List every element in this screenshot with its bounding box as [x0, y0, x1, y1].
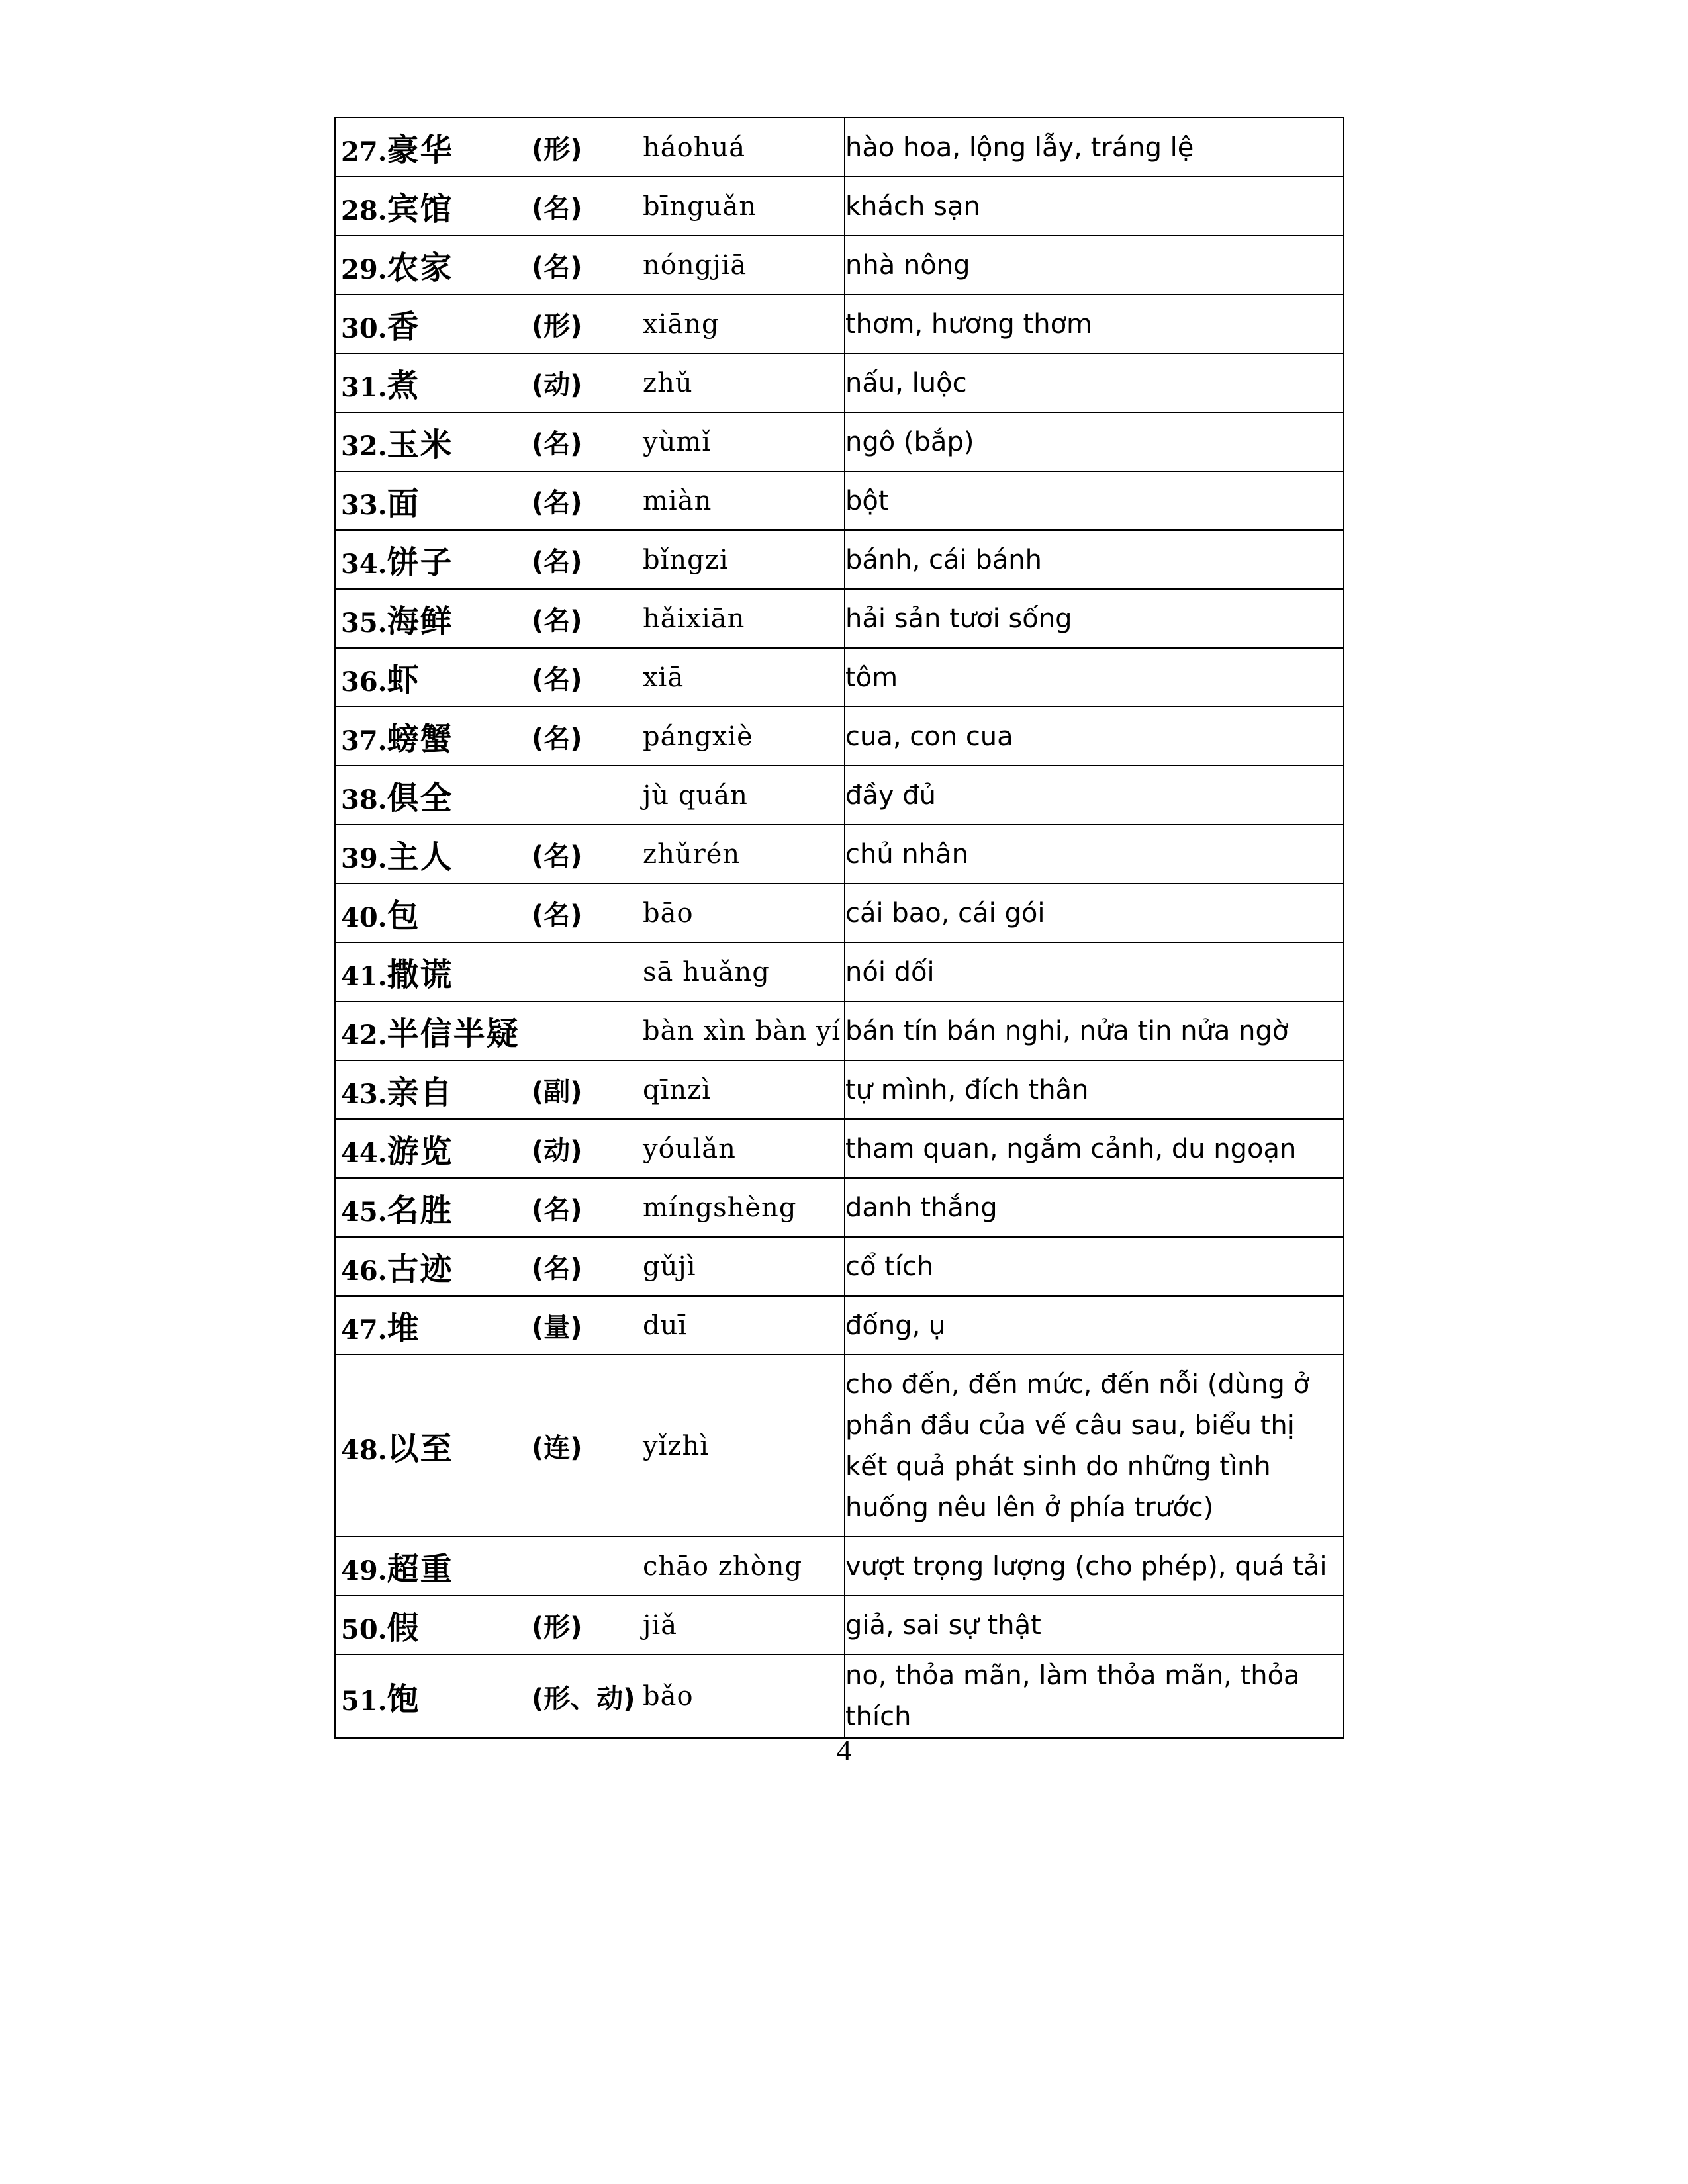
entry-number: 43.	[341, 1079, 387, 1110]
part-of-speech: (名)	[532, 252, 583, 283]
term-cell-content	[336, 1008, 844, 1054]
entry-number: 29.	[341, 254, 387, 285]
pinyin: yǐzhì	[643, 1430, 710, 1461]
term-cell	[335, 295, 845, 353]
entry-number: 50.	[341, 1614, 387, 1645]
term-cell-content	[336, 1423, 844, 1469]
entry-number: 48.	[341, 1435, 387, 1466]
headword	[336, 124, 532, 170]
vocab-row	[335, 942, 1344, 1001]
term-cell	[335, 1296, 845, 1355]
term-cell	[335, 412, 845, 471]
chinese-word: 饱	[387, 1680, 420, 1718]
part-of-speech: (名)	[532, 664, 583, 695]
headword	[336, 1302, 532, 1348]
entry-number: 34.	[341, 549, 387, 580]
headword	[336, 772, 532, 818]
vocab-row	[335, 412, 1344, 471]
definition: no, thỏa mãn, làm thỏa mãn, thỏa thích	[845, 1655, 1344, 1738]
headword	[336, 537, 532, 582]
pinyin: hǎixiān	[643, 603, 745, 634]
definition: bột	[845, 471, 1344, 530]
part-of-speech: (量)	[532, 1312, 583, 1343]
pinyin: chāo zhòng	[643, 1551, 803, 1582]
term-cell-content	[336, 1602, 844, 1648]
term-cell	[335, 1060, 845, 1119]
pinyin: xiā	[643, 662, 684, 693]
entry-number: 46.	[341, 1255, 387, 1287]
headword	[336, 1674, 532, 1719]
headword	[336, 183, 532, 229]
part-of-speech: (名)	[532, 488, 583, 518]
chinese-word: 玉米	[387, 426, 453, 463]
entry-number: 42.	[341, 1020, 387, 1051]
part-of-speech: (连)	[532, 1433, 583, 1463]
vocab-row	[335, 1178, 1344, 1237]
term-cell-content	[336, 360, 844, 406]
vocabulary-table	[334, 117, 1344, 1739]
entry-number: 38.	[341, 784, 387, 815]
part-of-speech: (名)	[532, 723, 583, 754]
pinyin: nóngjiā	[643, 250, 747, 281]
definition: đống, ụ	[845, 1296, 1344, 1355]
part-of-speech: (名)	[532, 1253, 583, 1284]
vocab-row	[335, 1237, 1344, 1296]
part-of-speech: (形)	[532, 1612, 583, 1643]
headword	[336, 1185, 532, 1230]
vocab-row	[335, 530, 1344, 589]
vocab-row	[335, 1537, 1344, 1596]
term-cell	[335, 236, 845, 295]
headword	[336, 1244, 532, 1289]
headword	[336, 713, 532, 759]
pinyin: bāo	[643, 897, 694, 929]
term-cell	[335, 942, 845, 1001]
term-cell-content	[336, 301, 844, 347]
entry-number: 40.	[341, 902, 387, 933]
headword	[336, 478, 532, 523]
term-cell	[335, 825, 845, 884]
headword	[336, 596, 532, 641]
chinese-word: 包	[387, 897, 420, 934]
term-cell	[335, 707, 845, 766]
pinyin: míngshèng	[643, 1192, 797, 1223]
chinese-word: 游览	[387, 1133, 453, 1170]
term-cell-content	[336, 713, 844, 759]
entry-number: 41.	[341, 961, 387, 992]
headword	[336, 1543, 532, 1589]
pinyin: duī	[643, 1310, 688, 1341]
chinese-word: 饼子	[387, 544, 453, 581]
definition: danh thắng	[845, 1178, 1344, 1237]
term-cell	[335, 648, 845, 707]
term-cell	[335, 530, 845, 589]
term-cell-content	[336, 124, 844, 170]
chinese-word: 超重	[387, 1551, 453, 1588]
pinyin: jù quán	[643, 780, 748, 811]
entry-number: 35.	[341, 608, 387, 639]
term-cell-content	[336, 655, 844, 700]
vocab-row	[335, 707, 1344, 766]
definition: bánh, cái bánh	[845, 530, 1344, 589]
entry-number: 30.	[341, 313, 387, 344]
definition: bán tín bán nghi, nửa tin nửa ngờ	[845, 1001, 1344, 1060]
chinese-word: 农家	[387, 250, 453, 287]
term-cell-content	[336, 772, 844, 818]
vocab-row	[335, 825, 1344, 884]
headword	[336, 949, 532, 995]
definition: nấu, luộc	[845, 353, 1344, 412]
entry-number: 27.	[341, 136, 387, 167]
term-cell	[335, 1596, 845, 1655]
term-cell-content	[336, 596, 844, 641]
entry-number: 39.	[341, 843, 387, 874]
term-cell-content	[336, 831, 844, 877]
part-of-speech: (副)	[532, 1077, 583, 1107]
pinyin: pángxiè	[643, 721, 753, 752]
chinese-word: 面	[387, 485, 420, 522]
entry-number: 37.	[341, 725, 387, 756]
vocab-row	[335, 471, 1344, 530]
definition: vượt trọng lượng (cho phép), quá tải	[845, 1537, 1344, 1596]
term-cell	[335, 884, 845, 942]
definition: tự mình, đích thân	[845, 1060, 1344, 1119]
definition: nhà nông	[845, 236, 1344, 295]
term-cell-content	[336, 1543, 844, 1589]
entry-number: 32.	[341, 431, 387, 462]
headword	[336, 1126, 532, 1171]
term-cell	[335, 766, 845, 825]
vocab-row	[335, 236, 1344, 295]
pinyin: bǎo	[643, 1681, 694, 1711]
entry-number: 49.	[341, 1555, 387, 1586]
term-cell-content	[336, 890, 844, 936]
part-of-speech: (形)	[532, 134, 583, 165]
definition: hào hoa, lộng lẫy, tráng lệ	[845, 118, 1344, 177]
chinese-word: 以至	[387, 1430, 453, 1467]
term-cell-content	[336, 537, 844, 582]
headword	[336, 1423, 532, 1469]
page-number: 4	[836, 1733, 852, 1767]
vocab-row	[335, 884, 1344, 942]
term-cell-content	[336, 949, 844, 995]
definition: thơm, hương thơm	[845, 295, 1344, 353]
entry-number: 51.	[341, 1685, 387, 1717]
chinese-word: 亲自	[387, 1074, 453, 1111]
part-of-speech: (名)	[532, 841, 583, 872]
pinyin: bīnguǎn	[643, 191, 757, 222]
headword	[336, 655, 532, 700]
term-cell-content	[336, 1674, 844, 1719]
pinyin: háohuá	[643, 132, 746, 163]
chinese-word: 豪华	[387, 132, 453, 169]
definition: cua, con cua	[845, 707, 1344, 766]
vocab-row	[335, 1355, 1344, 1537]
definition: giả, sai sự thật	[845, 1596, 1344, 1655]
term-cell-content	[336, 1126, 844, 1171]
definition: chủ nhân	[845, 825, 1344, 884]
headword	[336, 419, 532, 465]
vocab-row	[335, 648, 1344, 707]
chinese-word: 名胜	[387, 1192, 453, 1229]
term-cell-content	[336, 1244, 844, 1289]
definition: cho đến, đến mức, đến nỗi (dùng ở phần đầu của vế câu sau, biểu thị kết quả phát sinh do những tình huống nêu lên ở phía trước)	[845, 1355, 1344, 1537]
definition: cái bao, cái gói	[845, 884, 1344, 942]
headword	[336, 360, 532, 406]
vocab-row	[335, 295, 1344, 353]
pinyin: gǔjì	[643, 1251, 696, 1282]
chinese-word: 海鲜	[387, 603, 453, 640]
headword	[336, 831, 532, 877]
chinese-word: 香	[387, 308, 420, 345]
definition: khách sạn	[845, 177, 1344, 236]
chinese-word: 宾馆	[387, 191, 453, 228]
term-cell-content	[336, 183, 844, 229]
headword	[336, 890, 532, 936]
chinese-word: 半信半疑	[387, 1015, 520, 1052]
vocab-row	[335, 589, 1344, 648]
term-cell	[335, 1355, 845, 1537]
vocab-row	[335, 1296, 1344, 1355]
pinyin: jiǎ	[643, 1610, 678, 1641]
term-cell-content	[336, 242, 844, 288]
part-of-speech: (名)	[532, 429, 583, 459]
chinese-word: 俱全	[387, 780, 453, 817]
term-cell	[335, 589, 845, 648]
vocab-row	[335, 1596, 1344, 1655]
definition: tham quan, ngắm cảnh, du ngoạn	[845, 1119, 1344, 1178]
term-cell-content	[336, 419, 844, 465]
entry-number: 31.	[341, 372, 387, 403]
definition: đầy đủ	[845, 766, 1344, 825]
part-of-speech: (名)	[532, 900, 583, 931]
part-of-speech: (形)	[532, 311, 583, 341]
pinyin: qīnzì	[643, 1074, 712, 1105]
chinese-word: 假	[387, 1610, 420, 1647]
part-of-speech: (动)	[532, 370, 583, 400]
part-of-speech: (名)	[532, 547, 583, 577]
term-cell	[335, 177, 845, 236]
chinese-word: 螃蟹	[387, 721, 453, 758]
chinese-word: 煮	[387, 367, 420, 404]
pinyin: yùmǐ	[643, 426, 712, 457]
vocab-row	[335, 1060, 1344, 1119]
term-cell	[335, 1655, 845, 1738]
pinyin: xiāng	[643, 308, 720, 340]
part-of-speech: (动)	[532, 1136, 583, 1166]
entry-number: 47.	[341, 1314, 387, 1345]
chinese-word: 撒谎	[387, 956, 453, 993]
entry-number: 36.	[341, 666, 387, 698]
part-of-speech: (形、动)	[532, 1683, 635, 1714]
chinese-word: 堆	[387, 1310, 420, 1347]
term-cell	[335, 1237, 845, 1296]
term-cell	[335, 1537, 845, 1596]
vocabulary-table-body	[335, 118, 1344, 1738]
term-cell-content	[336, 478, 844, 523]
entry-number: 44.	[341, 1138, 387, 1169]
entry-number: 33.	[341, 490, 387, 521]
pinyin: sā huǎng	[643, 956, 770, 987]
term-cell-content	[336, 1302, 844, 1348]
term-cell	[335, 118, 845, 177]
vocab-row	[335, 1119, 1344, 1178]
pinyin: bǐngzi	[643, 544, 729, 575]
chinese-word: 虾	[387, 662, 420, 699]
definition: ngô (bắp)	[845, 412, 1344, 471]
term-cell-content	[336, 1185, 844, 1230]
definition: nói dối	[845, 942, 1344, 1001]
pinyin: yóulǎn	[643, 1133, 736, 1164]
headword	[336, 1602, 532, 1648]
definition: hải sản tươi sống	[845, 589, 1344, 648]
pinyin: bàn xìn bàn yí	[643, 1015, 841, 1046]
pinyin: miàn	[643, 485, 712, 516]
headword	[336, 1008, 532, 1054]
chinese-word: 古迹	[387, 1251, 453, 1288]
definition: tôm	[845, 648, 1344, 707]
pinyin: zhǔrén	[643, 839, 741, 870]
vocab-row	[335, 118, 1344, 177]
term-cell	[335, 1119, 845, 1178]
term-cell-content	[336, 1067, 844, 1113]
headword	[336, 301, 532, 347]
part-of-speech: (名)	[532, 1195, 583, 1225]
headword	[336, 1067, 532, 1113]
chinese-word: 主人	[387, 839, 453, 876]
part-of-speech: (名)	[532, 193, 583, 224]
term-cell	[335, 1001, 845, 1060]
vocab-row	[335, 353, 1344, 412]
term-cell	[335, 471, 845, 530]
vocab-row	[335, 177, 1344, 236]
pinyin: zhǔ	[643, 367, 693, 398]
entry-number: 45.	[341, 1197, 387, 1228]
part-of-speech: (名)	[532, 606, 583, 636]
vocab-row	[335, 766, 1344, 825]
vocab-row	[335, 1655, 1344, 1738]
vocab-row	[335, 1001, 1344, 1060]
term-cell	[335, 1178, 845, 1237]
definition: cổ tích	[845, 1237, 1344, 1296]
entry-number: 28.	[341, 195, 387, 226]
term-cell	[335, 353, 845, 412]
headword	[336, 242, 532, 288]
